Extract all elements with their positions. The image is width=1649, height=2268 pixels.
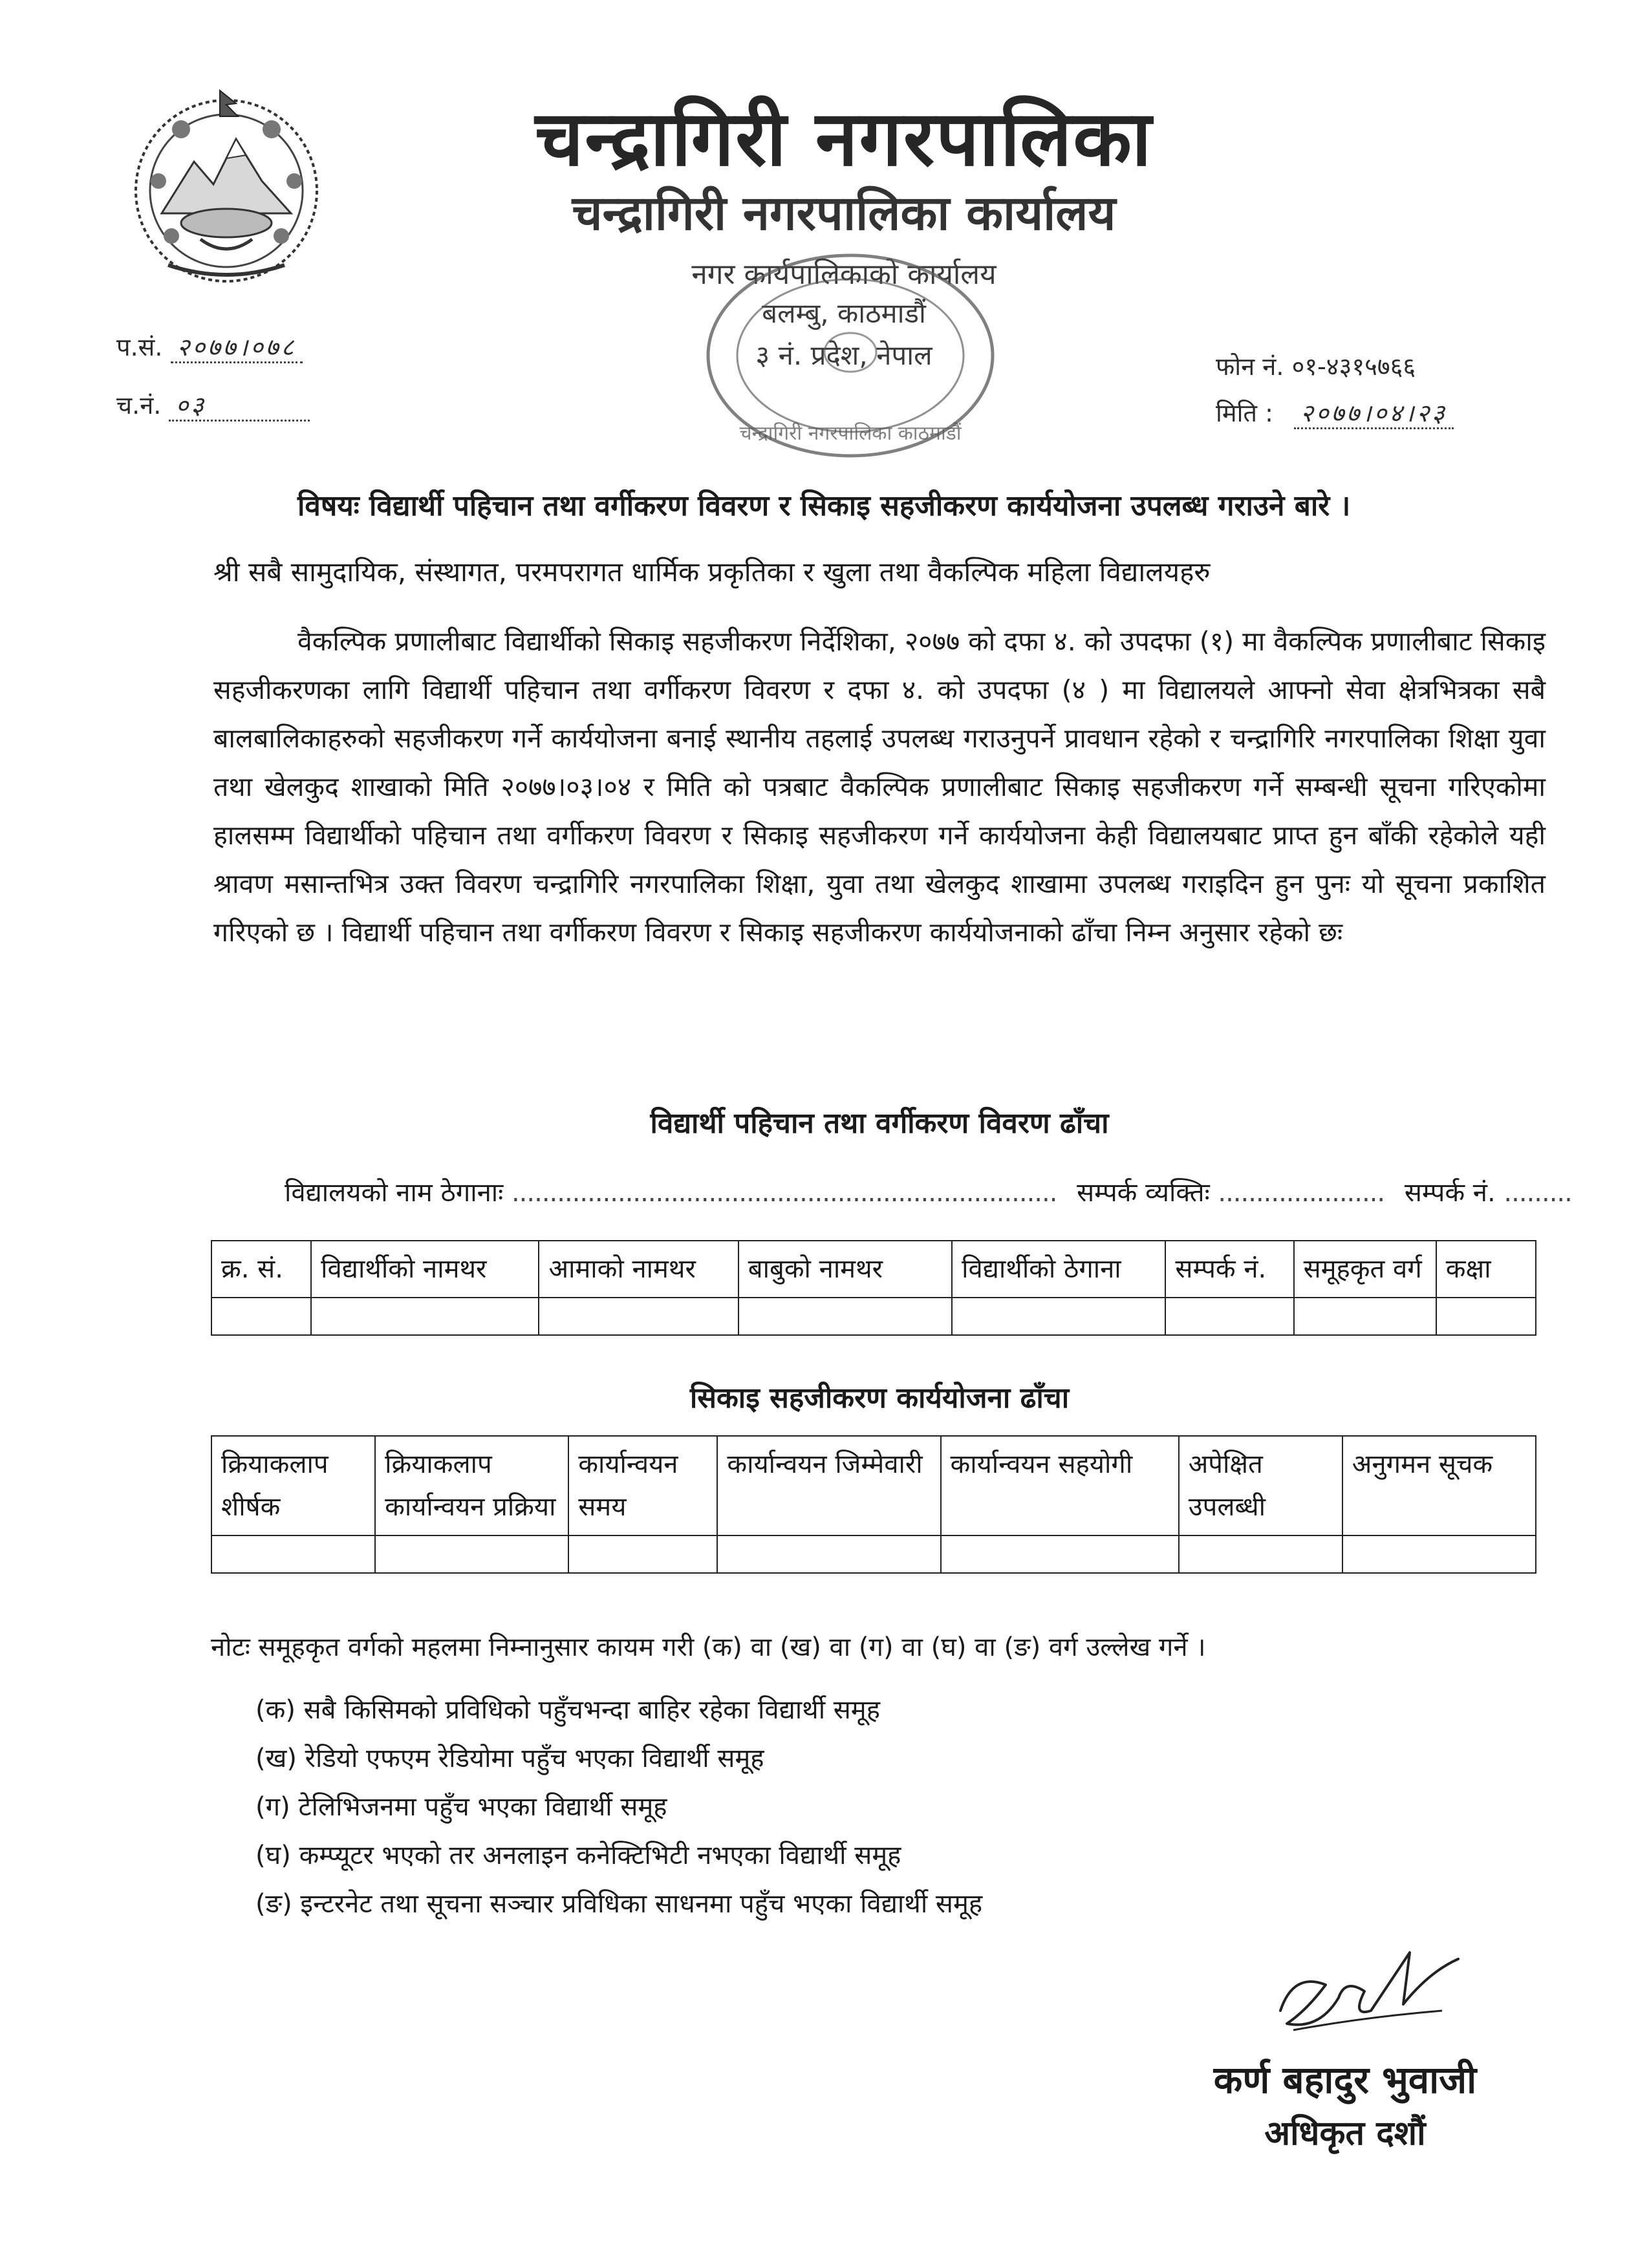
date-label: मिति : — [1216, 399, 1273, 427]
category-item: (घ) कम्प्यूटर भएको तर अनलाइन कनेक्टिभिटी नभएका विद्यार्थी समूह — [255, 1841, 901, 1870]
phone-value: ०१-४३१५७६६ — [1291, 352, 1416, 381]
contact-person-label: सम्पर्क व्यक्तिः — [1077, 1178, 1210, 1208]
table-header-cell: कार्यान्वयन सहयोगी — [941, 1436, 1179, 1535]
signature-icon — [1267, 1933, 1461, 2043]
table-cell — [311, 1298, 539, 1335]
salutation: श्री सबै सामुदायिक, संस्थागत, परमपरागत धार्मिक प्रकृतिका र खुला तथा वैकल्पिक महिला विद्यालयहरु — [213, 556, 1211, 588]
form2-title: सिकाइ सहजीकरण कार्ययोजना ढाँचा — [689, 1382, 1070, 1415]
subject-line: विषयः विद्यार्थी पहिचान तथा वर्गीकरण विवरण र सिकाइ सहजीकरण कार्ययोजना उपलब्ध गराउने बारे । — [297, 489, 1351, 522]
government-emblem-icon — [123, 78, 330, 291]
table-row — [211, 1535, 1536, 1573]
phone-line — [1216, 349, 1416, 383]
form1-title: विद्यार्थी पहिचान तथा वर्गीकरण विवरण ढाँचा — [650, 1107, 1109, 1140]
address-line-2: ३ नं. प्रदेश, नेपाल — [755, 339, 932, 371]
table-header-cell: कक्षा — [1436, 1241, 1536, 1298]
office-stamp-icon — [698, 246, 1002, 465]
table-cell — [1179, 1535, 1342, 1573]
student-identification-table — [211, 1240, 1536, 1336]
form1-header-fields — [285, 1173, 1572, 1209]
contact-person-dots: ...................... — [1218, 1178, 1385, 1208]
table-cell — [738, 1298, 952, 1335]
category-item: (ग) टेलिभिजनमा पहुँच भएका विद्यार्थी समूह — [255, 1792, 667, 1822]
note-line: नोटः समूहकृत वर्गको महलमा निम्नानुसार कायम गरी (क) वा (ख) वा (ग) वा (घ) वा (ङ) वर्ग उल्लेख गर्ने । — [211, 1632, 1206, 1662]
date-line — [1216, 396, 1454, 429]
ps-label: प.सं. — [116, 333, 163, 361]
table-cell — [717, 1535, 940, 1573]
table-header-row — [211, 1436, 1536, 1535]
table-cell — [375, 1535, 568, 1573]
contact-number-label: सम्पर्क नं. — [1404, 1178, 1496, 1208]
table-cell — [1294, 1298, 1436, 1335]
address-line-1: बलम्बु, काठमाडौं — [762, 297, 926, 329]
signatory-designation: अधिकृत दशौं — [1264, 2114, 1426, 2153]
table-cell — [211, 1535, 375, 1573]
table-header-cell: आमाको नामथर — [539, 1241, 738, 1298]
table-header-cell: अनुगमन सूचक — [1342, 1436, 1536, 1535]
table-header-cell: बाबुको नामथर — [738, 1241, 952, 1298]
category-item: (ङ) इन्टरनेट तथा सूचना सञ्चार प्रविधिका साधनमा पहुँच भएका विद्यार्थी समूह — [255, 1889, 983, 1919]
learning-facilitation-plan-table — [211, 1435, 1536, 1574]
table-cell — [941, 1535, 1179, 1573]
table-cell — [1436, 1298, 1536, 1335]
body-paragraph: वैकल्पिक प्रणालीबाट विद्यार्थीको सिकाइ सहजीकरण निर्देशिका, २०७७ को दफा ४. को उपदफा (१) मा वैकल्पिक प्रणालीबाट सिकाइ सहजीकरणका लागि विद्यार्थी पहिचान तथा वर्गीकरण विवरण र दफा ४. को उपदफा (४ ) मा विद्यालयले आफ्नो सेवा क्षेत्रभित्रका सबै बालबालिकाहरुको सहजीकरण गर्ने कार्ययोजना बनाई स्थानीय तहलाई उपलब्ध गराउनुपर्ने प्रावधान रहेको र चन्द्रागिरि नगरपालिका शिक्षा युवा तथा खेलकुद शाखाको मिति २०७७।०३।०४ र मिति को पत्रबाट वैकल्पिक प्रणालीबाट सिकाइ सहजीकरण गर्ने सम्बन्धी सूचना गरिएकोमा हालसम्म विद्यार्थीको पहिचान तथा वर्गीकरण विवरण र सिकाइ सहजीकरण गर्ने कार्ययोजना केही विद्यालयबाट प्राप्त हुन बाँकी रहेकोले यही श्रावण मसान्तभित्र उक्त विवरण चन्द्रागिरि नगरपालिका शिक्षा, युवा तथा खेलकुद शाखामा उपलब्ध गराइदिन हुन पुनः यो सूचना प्रकाशित गरिएको छ । विद्यार्थी पहिचान तथा वर्गीकरण विवरण र सिकाइ सहजीकरण कार्ययोजनाको ढाँचा निम्न अनुसार रहेको छः — [213, 626, 1546, 948]
table-cell — [211, 1298, 311, 1335]
table-header-cell: क्र. सं. — [211, 1241, 311, 1298]
table-cell — [539, 1298, 738, 1335]
table-header-cell: समूहकृत वर्ग — [1294, 1241, 1436, 1298]
ps-reference — [116, 330, 303, 363]
table-header-cell: क्रियाकलाप शीर्षक — [211, 1436, 375, 1535]
table-header-cell: क्रियाकलाप कार्यान्वयन प्रक्रिया — [375, 1436, 568, 1535]
cn-reference — [116, 388, 310, 422]
table-header-cell: विद्यार्थीको ठेगाना — [952, 1241, 1165, 1298]
signatory-name: कर्ण बहादुर भुवाजी — [1213, 2058, 1477, 2102]
table-header-row — [211, 1241, 1536, 1298]
table-header-cell: कार्यान्वयन जिम्मेवारी — [717, 1436, 940, 1535]
office-name: नगर कार्यपालिकाको कार्यालय — [691, 258, 997, 291]
table-header-cell: अपेक्षित उपलब्धी — [1179, 1436, 1342, 1535]
table-cell — [568, 1535, 717, 1573]
table-cell — [1165, 1298, 1293, 1335]
table-header-cell: कार्यान्वयन समय — [568, 1436, 717, 1535]
category-item: (ख) रेडियो एफएम रेडियोमा पहुँच भएका विद्यार्थी समूह — [255, 1744, 764, 1773]
cn-value: ०३ — [169, 391, 310, 422]
table-row — [211, 1298, 1536, 1335]
contact-number-dots: ......... — [1503, 1178, 1572, 1208]
school-name-label: विद्यालयको नाम ठेगानाः — [285, 1178, 504, 1208]
cn-label: च.नं. — [116, 391, 162, 420]
table-cell — [1342, 1535, 1536, 1573]
ps-value: २०७७।०७८ — [171, 333, 303, 363]
stamp-text: चन्द्रागिरी नगरपालिका काठमाडौं — [739, 422, 962, 445]
table-header-cell: विद्यार्थीको नामथर — [311, 1241, 539, 1298]
table-header-cell: सम्पर्क नं. — [1165, 1241, 1293, 1298]
municipality-name: चन्द्रागिरी नगरपालिका — [535, 94, 1153, 183]
phone-label: फोन नं. — [1216, 352, 1284, 381]
municipality-office-name: चन्द्रागिरी नगरपालिका कार्यालय — [572, 186, 1116, 241]
table-cell — [952, 1298, 1165, 1335]
date-value: २०७७।०४।२३ — [1294, 399, 1454, 429]
category-item: (क) सबै किसिमको प्रविधिको पहुँचभन्दा बाहिर रहेका विद्यार्थी समूह — [255, 1695, 880, 1725]
school-name-dots: ........................................................................ — [511, 1178, 1057, 1208]
